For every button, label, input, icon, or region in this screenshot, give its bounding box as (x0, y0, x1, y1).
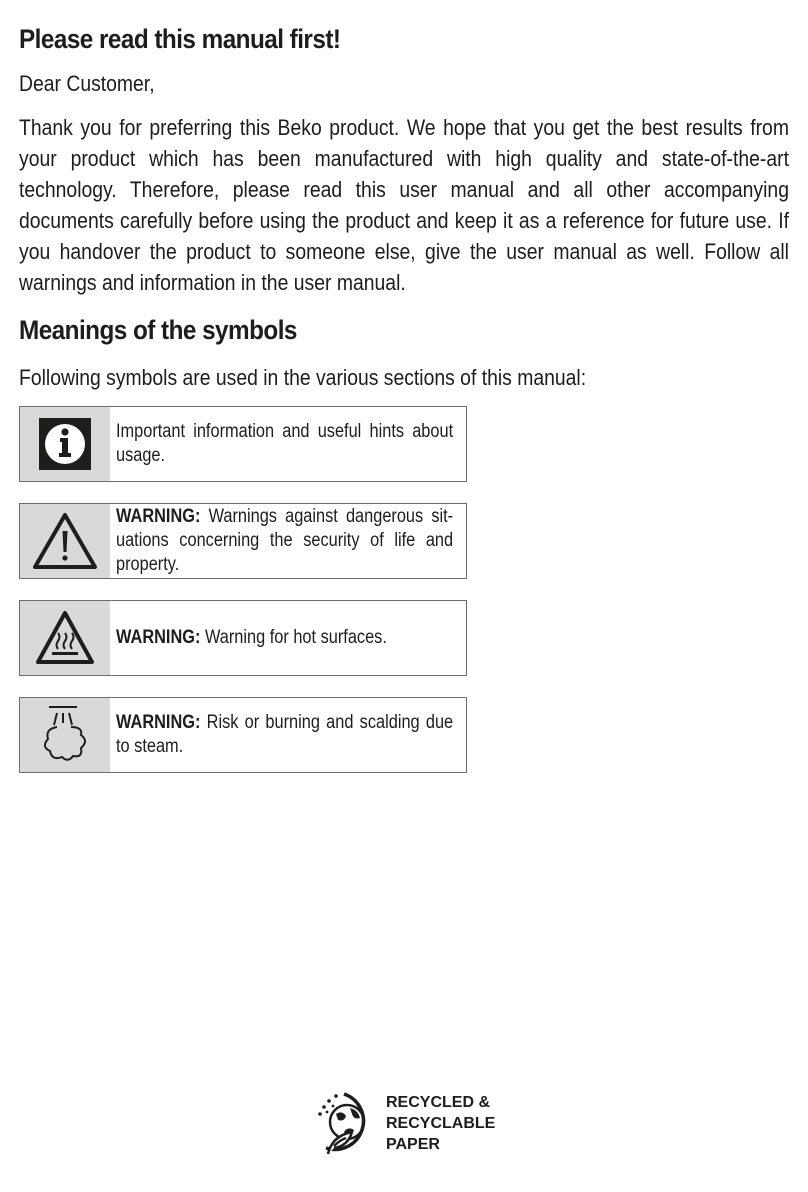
symbols-lead: Following symbols are used in the various sections of this manual: (19, 365, 587, 390)
recycled-paper-logo (314, 1088, 495, 1158)
symbol-box-hot-surface (19, 600, 467, 676)
symbol-text-info: Important information and useful hints about usage. (116, 421, 454, 466)
symbols-heading: Meanings of the symbols (19, 315, 297, 345)
info-icon (20, 407, 110, 481)
recycled-paper-icon (314, 1088, 380, 1158)
symbol-box-info (19, 406, 467, 482)
symbol-text-warning: WARNING: Warnings against dangerous sit-uations concerning the security of life and property. (116, 506, 454, 575)
intro-paragraph: Thank you for preferring this Beko product. We hope that you get the best results from your product which has been manufactured with high quality and state-of-the-art technology. Therefore, please read this user manual and all other accompanying documents carefully before using the product and keep it as a reference for future use. If you handover the product to someone else, give the user manual as well. Follow all warnings and information in the user manual. (19, 115, 789, 295)
greeting: Dear Customer, (19, 71, 155, 96)
warning-triangle-icon (20, 504, 110, 578)
page-title: Please read this manual first! (19, 24, 341, 54)
hot-surface-icon (20, 601, 110, 675)
symbol-text-steam: WARNING: Risk or burning and scalding due to steam. (116, 712, 454, 757)
symbol-box-warning (19, 503, 467, 579)
symbol-text-hot-surface: WARNING: Warning for hot surfaces. (116, 627, 387, 648)
recycled-paper-text: RECYCLED & RECYCLABLE PAPER (386, 1093, 496, 1153)
symbol-box-steam (19, 697, 467, 773)
steam-icon (20, 698, 110, 772)
